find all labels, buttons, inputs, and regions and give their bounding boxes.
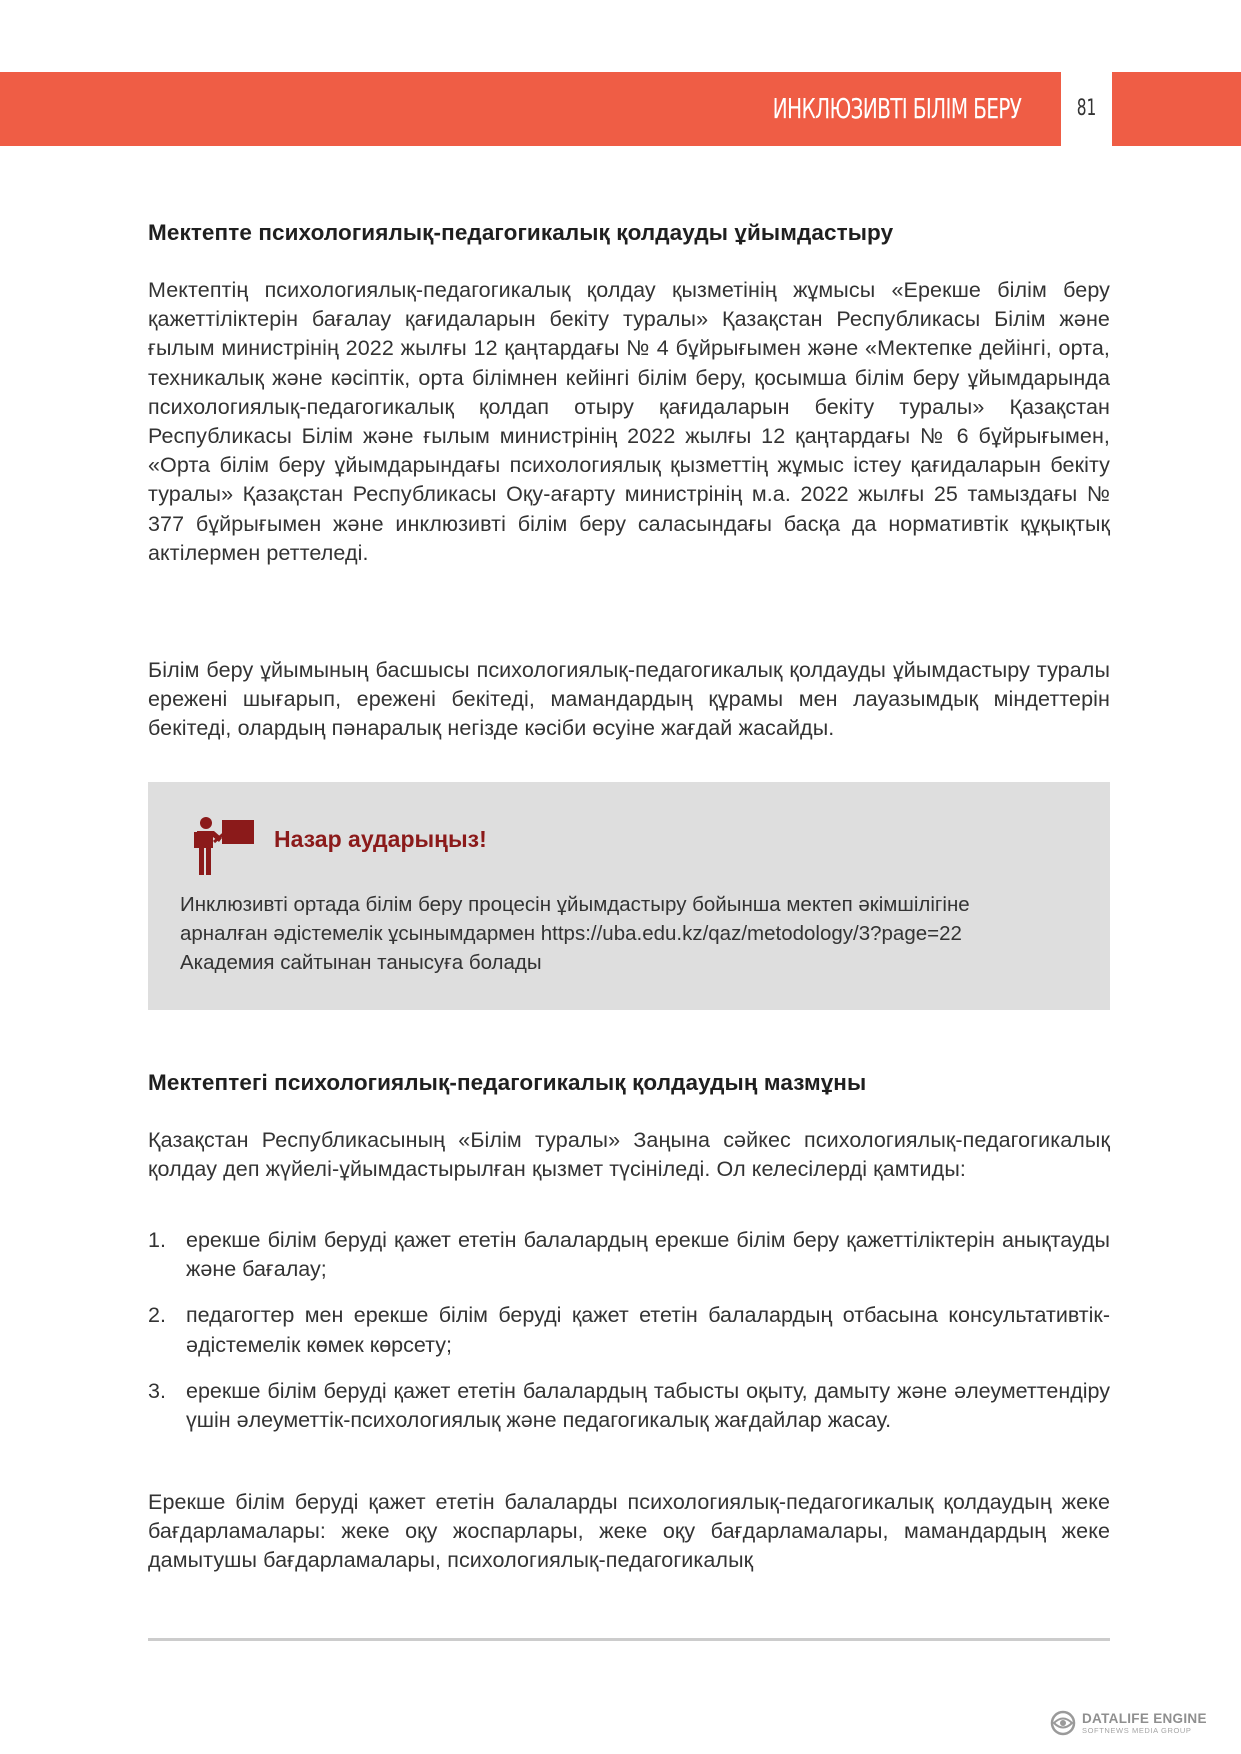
- numbered-list: [148, 1226, 1110, 1452]
- note-line: Инклюзивті ортада білім беру процесін ұйымдастыру бойынша мектеп әкімшілігіне: [180, 893, 970, 916]
- list-item-number: 3.: [148, 1378, 166, 1403]
- footer-divider: [148, 1638, 1110, 1641]
- teacher-presentation-icon: [194, 816, 256, 876]
- note-line-with-link[interactable]: арналған әдістемелік ұсынымдармен https://uba.edu.kz/qaz/metodology/3?page=22: [180, 922, 962, 945]
- section-title-organization: Мектепте психологиялық-педагогикалық қолдауды ұйымдастыру: [148, 220, 894, 245]
- list-item: [148, 1301, 1110, 1359]
- paragraph-head-responsibilities: Білім беру ұйымының басшысы психологиялық-педагогикалық қолдауды ұйымдастыру туралы ережені шығарып, ережені бекітеді, мамандардың құрамы мен лауазымдық міндеттерін бекітеді, олардың пәнаралық негізде кәсіби өсуіне жағдай жасайды.: [148, 658, 1110, 741]
- note-text: [180, 890, 1090, 977]
- header-title: ИНКЛЮЗИВТІ БІЛІМ БЕРУ: [772, 92, 1021, 125]
- list-item-number: 1.: [148, 1228, 166, 1252]
- paragraph-regulations: Мектептің психологиялық-педагогикалық қолдау қызметінің жұмысы «Ерекше білім беру қажеттіліктерін бағалау қағидаларын бекіту туралы» Қазақстан Республикасы Білім және ғылым министрінің 2022 жылғы 12 қаңтардағы № 4 бұйрығымен және «Мектепке дейінгі, орта, техникалық және кәсіптік, орта білімнен кейінгі білім беру, қосымша білім беру ұйымдарында психологиялық-педагогикалық қолдап отыру қағидаларын бекіту туралы» Қазақстан Республикасы Білім және ғылым министрінің 2022 жылғы 12 қаңтардағы № 6 бұйрығымен, «Орта білім беру ұйымдарындағы психологиялық қызметтің жұмыс істеу қағидаларын бекіту туралы» Қазақстан Республикасы Оқу-ағарту министрінің м.а. 2022 жылғы 25 тамыздағы № 377 бұйрығымен және инклюзивті білім беру саласындағы басқа да нормативтік құқықтық актілермен реттеледі.: [148, 278, 1110, 565]
- page-number: 81: [1076, 96, 1097, 121]
- list-item: [148, 1226, 1110, 1284]
- section-title-content: Мектептегі психологиялық-педагогикалық қолдаудың мазмұны: [148, 1070, 867, 1095]
- attention-note-box: [148, 782, 1110, 1010]
- list-item-number: 2.: [148, 1303, 166, 1328]
- note-line: Академия сайтынан танысуға болады: [180, 951, 542, 974]
- watermark-brand: DATALIFE ENGINE: [1082, 1710, 1207, 1726]
- watermark-logo: [1050, 1710, 1207, 1736]
- list-item-text: педагогтер мен ерекше білім беруді қажет ететін балалардың отбасына консультативтік-әдістемелік көмек көрсету;: [186, 1303, 1110, 1357]
- watermark-subtitle: SOFTNEWS MEDIA GROUP: [1082, 1726, 1192, 1735]
- datalife-engine-logo-icon: [1050, 1710, 1076, 1736]
- header-banner-right: [1112, 72, 1241, 146]
- note-title: Назар аударыңыз!: [274, 826, 487, 852]
- paragraph-individual-programs: Ерекше білім беруді қажет ететін балаларды психологиялық-педагогикалық қолдаудың жеке бағдарламалары: жеке оқу жоспарлары, жеке оқу бағдарламалары, мамандардың жеке дамытушы бағдарламалары, психологиялық-педагогикалық: [148, 1490, 1110, 1573]
- paragraph-law-definition: Қазақстан Республикасының «Білім туралы» Заңына сәйкес психологиялық-педагогикалық қолдау деп жүйелі-ұйымдастырылған қызмет түсініледі. Ол келесілерді қамтиды:: [148, 1128, 1110, 1182]
- list-item: [148, 1377, 1110, 1435]
- list-item-text: ерекше білім беруді қажет ететін балалардың ерекше білім беру қажеттіліктерін анықтауды және бағалау;: [186, 1228, 1110, 1282]
- header-banner: [0, 72, 1061, 146]
- list-item-text: ерекше білім беруді қажет ететін балалардың табысты оқыту, дамыту және әлеуметтендіру үшін әлеуметтік-психологиялық және педагогикалық жағдайлар жасау.: [186, 1378, 1110, 1433]
